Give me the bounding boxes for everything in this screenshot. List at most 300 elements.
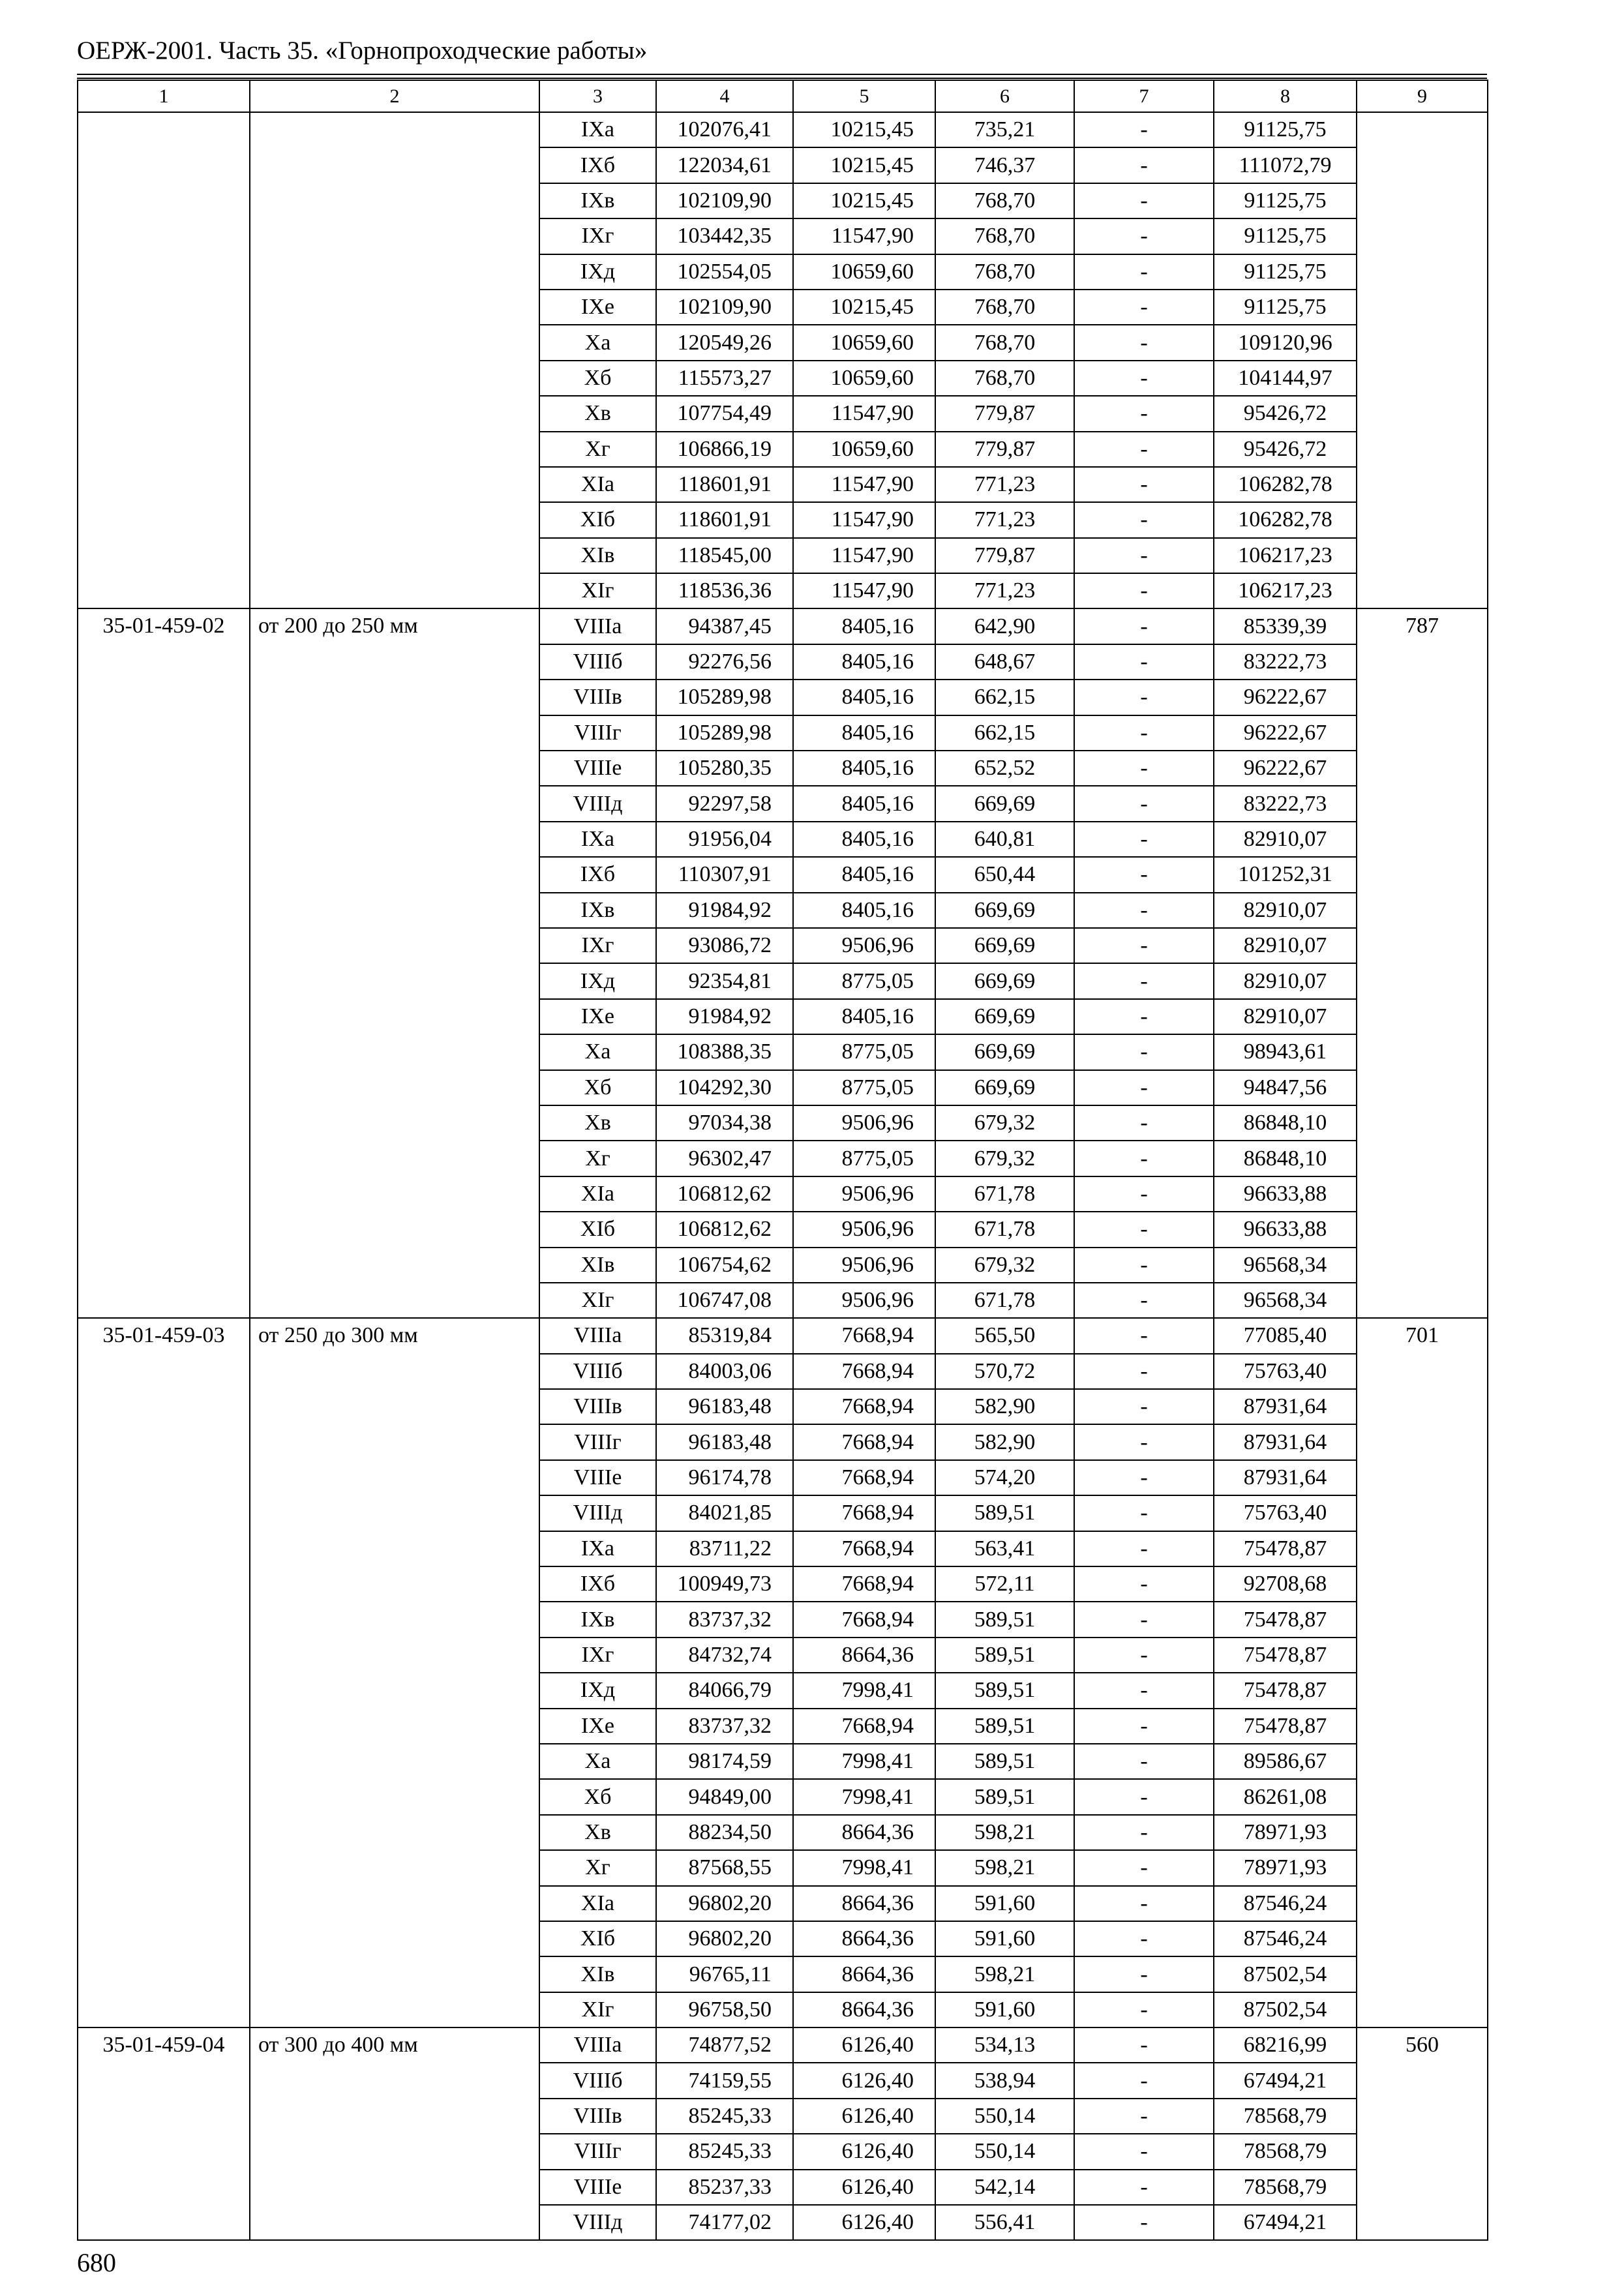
rock-category-cell: VIIIг — [539, 2134, 656, 2169]
rock-category-cell: VIIIб — [539, 2063, 656, 2098]
machine-cost-cell: 669,69 — [935, 963, 1074, 998]
materials-cost-cell: 82910,07 — [1214, 999, 1357, 1034]
total-cost-cell: 105280,35 — [656, 751, 793, 786]
description-cell: от 300 до 400 мм — [250, 2027, 539, 2240]
materials-cost-cell: 82910,07 — [1214, 822, 1357, 857]
rock-category-cell: XIв — [539, 1248, 656, 1283]
machine-cost-cell: 589,51 — [935, 1779, 1074, 1814]
total-cost-cell: 115573,27 — [656, 361, 793, 396]
materials-cost-cell: 78971,93 — [1214, 1850, 1357, 1885]
rock-category-cell: IXг — [539, 928, 656, 963]
materials-cost-cell: 89586,67 — [1214, 1744, 1357, 1779]
machine-cost-cell: 563,41 — [935, 1531, 1074, 1566]
labor-cost-cell: 6126,40 — [793, 2099, 935, 2134]
driver-wage-cell: - — [1074, 361, 1214, 396]
rock-category-cell: VIIIб — [539, 1354, 656, 1389]
materials-cost-cell: 77085,40 — [1214, 1318, 1357, 1353]
machine-cost-cell: 542,14 — [935, 2170, 1074, 2205]
total-cost-cell: 118601,91 — [656, 467, 793, 502]
materials-cost-cell: 104144,97 — [1214, 361, 1357, 396]
driver-wage-cell: - — [1074, 928, 1214, 963]
rock-category-cell: VIIIв — [539, 2099, 656, 2134]
machine-cost-cell: 671,78 — [935, 1176, 1074, 1212]
machine-cost-cell: 589,51 — [935, 1638, 1074, 1673]
driver-wage-cell: - — [1074, 502, 1214, 537]
driver-wage-cell: - — [1074, 2063, 1214, 2098]
total-cost-cell: 106754,62 — [656, 1248, 793, 1283]
rock-category-cell: IXб — [539, 147, 656, 183]
labor-cost-cell: 11547,90 — [793, 467, 935, 502]
materials-cost-cell: 87546,24 — [1214, 1886, 1357, 1921]
machine-cost-cell: 779,87 — [935, 432, 1074, 467]
total-cost-cell: 105289,98 — [656, 715, 793, 751]
machine-cost-cell: 768,70 — [935, 218, 1074, 254]
machine-cost-cell: 598,21 — [935, 1956, 1074, 1992]
machine-cost-cell: 768,70 — [935, 290, 1074, 325]
labor-cost-cell: 11547,90 — [793, 538, 935, 573]
labor-cost-cell: 7668,94 — [793, 1531, 935, 1566]
machine-cost-cell: 642,90 — [935, 608, 1074, 644]
driver-wage-cell: - — [1074, 751, 1214, 786]
total-cost-cell: 122034,61 — [656, 147, 793, 183]
column-header: 2 — [250, 80, 539, 112]
total-cost-cell: 106812,62 — [656, 1212, 793, 1247]
total-cost-cell: 94387,45 — [656, 608, 793, 644]
total-cost-cell: 91956,04 — [656, 822, 793, 857]
labor-cost-cell: 7998,41 — [793, 1673, 935, 1708]
quantity-cell — [1357, 112, 1488, 608]
machine-cost-cell: 591,60 — [935, 1921, 1074, 1956]
driver-wage-cell: - — [1074, 147, 1214, 183]
labor-cost-cell: 10659,60 — [793, 254, 935, 290]
labor-cost-cell: 9506,96 — [793, 1212, 935, 1247]
rock-category-cell: IXб — [539, 857, 656, 892]
labor-cost-cell: 8664,36 — [793, 1921, 935, 1956]
materials-cost-cell: 82910,07 — [1214, 928, 1357, 963]
materials-cost-cell: 106282,78 — [1214, 502, 1357, 537]
machine-cost-cell: 591,60 — [935, 1992, 1074, 2027]
total-cost-cell: 88234,50 — [656, 1815, 793, 1850]
materials-cost-cell: 83222,73 — [1214, 644, 1357, 680]
materials-cost-cell: 96222,67 — [1214, 751, 1357, 786]
materials-cost-cell: 75763,40 — [1214, 1354, 1357, 1389]
labor-cost-cell: 6126,40 — [793, 2027, 935, 2063]
table-row — [78, 608, 1488, 644]
materials-cost-cell: 111072,79 — [1214, 147, 1357, 183]
total-cost-cell: 118545,00 — [656, 538, 793, 573]
machine-cost-cell: 671,78 — [935, 1212, 1074, 1247]
machine-cost-cell: 556,41 — [935, 2205, 1074, 2240]
quantity-cell: 787 — [1357, 608, 1488, 1318]
labor-cost-cell: 11547,90 — [793, 218, 935, 254]
labor-cost-cell: 7668,94 — [793, 1318, 935, 1353]
rock-category-cell: XIб — [539, 1212, 656, 1247]
total-cost-cell: 91984,92 — [656, 999, 793, 1034]
labor-cost-cell: 8664,36 — [793, 1992, 935, 2027]
driver-wage-cell: - — [1074, 1318, 1214, 1353]
labor-cost-cell: 8775,05 — [793, 963, 935, 998]
rock-category-cell: XIг — [539, 1992, 656, 2027]
rock-category-cell: VIIIв — [539, 1389, 656, 1424]
machine-cost-cell: 768,70 — [935, 254, 1074, 290]
materials-cost-cell: 92708,68 — [1214, 1566, 1357, 1602]
labor-cost-cell: 8664,36 — [793, 1886, 935, 1921]
rock-category-cell: XIг — [539, 1283, 656, 1318]
table-body — [78, 112, 1488, 2240]
machine-cost-cell: 534,13 — [935, 2027, 1074, 2063]
machine-cost-cell: 679,32 — [935, 1105, 1074, 1141]
rock-category-cell: IXа — [539, 112, 656, 147]
labor-cost-cell: 7998,41 — [793, 1779, 935, 1814]
materials-cost-cell: 91125,75 — [1214, 290, 1357, 325]
driver-wage-cell: - — [1074, 1354, 1214, 1389]
materials-cost-cell: 82910,07 — [1214, 963, 1357, 998]
labor-cost-cell: 9506,96 — [793, 1283, 935, 1318]
rock-category-cell: XIб — [539, 1921, 656, 1956]
header-rule-double — [77, 78, 1487, 79]
driver-wage-cell: - — [1074, 1105, 1214, 1141]
labor-cost-cell: 7668,94 — [793, 1709, 935, 1744]
labor-cost-cell: 8775,05 — [793, 1141, 935, 1176]
total-cost-cell: 98174,59 — [656, 1744, 793, 1779]
total-cost-cell: 100949,73 — [656, 1566, 793, 1602]
labor-cost-cell: 9506,96 — [793, 1105, 935, 1141]
driver-wage-cell: - — [1074, 715, 1214, 751]
machine-cost-cell: 572,11 — [935, 1566, 1074, 1602]
materials-cost-cell: 78568,79 — [1214, 2134, 1357, 2169]
machine-cost-cell: 582,90 — [935, 1424, 1074, 1459]
materials-cost-cell: 78971,93 — [1214, 1815, 1357, 1850]
rock-category-cell: IXд — [539, 1673, 656, 1708]
rock-category-cell: IXг — [539, 218, 656, 254]
driver-wage-cell: - — [1074, 2027, 1214, 2063]
norm-code-cell — [78, 112, 250, 608]
materials-cost-cell: 87502,54 — [1214, 1956, 1357, 1992]
machine-cost-cell: 768,70 — [935, 325, 1074, 360]
rock-category-cell: VIIIе — [539, 2170, 656, 2205]
labor-cost-cell: 10215,45 — [793, 112, 935, 147]
quantity-cell: 701 — [1357, 1318, 1488, 2027]
rock-category-cell: VIIIе — [539, 1460, 656, 1495]
driver-wage-cell: - — [1074, 2134, 1214, 2169]
total-cost-cell: 118601,91 — [656, 502, 793, 537]
machine-cost-cell: 589,51 — [935, 1602, 1074, 1637]
total-cost-cell: 96183,48 — [656, 1424, 793, 1459]
machine-cost-cell: 565,50 — [935, 1318, 1074, 1353]
total-cost-cell: 96765,11 — [656, 1956, 793, 1992]
machine-cost-cell: 652,52 — [935, 751, 1074, 786]
labor-cost-cell: 10215,45 — [793, 183, 935, 218]
driver-wage-cell: - — [1074, 1460, 1214, 1495]
labor-cost-cell: 10215,45 — [793, 147, 935, 183]
rock-category-cell: IXе — [539, 290, 656, 325]
driver-wage-cell: - — [1074, 1921, 1214, 1956]
driver-wage-cell: - — [1074, 183, 1214, 218]
total-cost-cell: 118536,36 — [656, 573, 793, 608]
driver-wage-cell: - — [1074, 254, 1214, 290]
total-cost-cell: 84003,06 — [656, 1354, 793, 1389]
rock-category-cell: XIа — [539, 1886, 656, 1921]
total-cost-cell: 83711,22 — [656, 1531, 793, 1566]
machine-cost-cell: 589,51 — [935, 1673, 1074, 1708]
total-cost-cell: 120549,26 — [656, 325, 793, 360]
total-cost-cell: 106747,08 — [656, 1283, 793, 1318]
machine-cost-cell: 771,23 — [935, 502, 1074, 537]
norm-code-cell: 35-01-459-02 — [78, 608, 250, 1318]
total-cost-cell: 85319,84 — [656, 1318, 793, 1353]
column-header: 5 — [793, 80, 935, 112]
labor-cost-cell: 11547,90 — [793, 573, 935, 608]
driver-wage-cell: - — [1074, 1815, 1214, 1850]
labor-cost-cell: 8664,36 — [793, 1638, 935, 1673]
header-rule — [77, 74, 1487, 75]
rock-category-cell: XIв — [539, 1956, 656, 1992]
total-cost-cell: 110307,91 — [656, 857, 793, 892]
labor-cost-cell: 7998,41 — [793, 1850, 935, 1885]
labor-cost-cell: 9506,96 — [793, 1248, 935, 1283]
driver-wage-cell: - — [1074, 2099, 1214, 2134]
table-row — [78, 2027, 1488, 2063]
labor-cost-cell: 6126,40 — [793, 2063, 935, 2098]
driver-wage-cell: - — [1074, 1424, 1214, 1459]
materials-cost-cell: 78568,79 — [1214, 2099, 1357, 2134]
materials-cost-cell: 106217,23 — [1214, 538, 1357, 573]
rock-category-cell: Xа — [539, 1744, 656, 1779]
machine-cost-cell: 574,20 — [935, 1460, 1074, 1495]
materials-cost-cell: 106217,23 — [1214, 573, 1357, 608]
rock-category-cell: IXг — [539, 1638, 656, 1673]
driver-wage-cell: - — [1074, 218, 1214, 254]
materials-cost-cell: 87931,64 — [1214, 1460, 1357, 1495]
materials-cost-cell: 96633,88 — [1214, 1212, 1357, 1247]
labor-cost-cell: 7668,94 — [793, 1602, 935, 1637]
rock-category-cell: XIг — [539, 573, 656, 608]
machine-cost-cell: 662,15 — [935, 715, 1074, 751]
machine-cost-cell: 589,51 — [935, 1709, 1074, 1744]
total-cost-cell: 96302,47 — [656, 1141, 793, 1176]
labor-cost-cell: 9506,96 — [793, 928, 935, 963]
machine-cost-cell: 598,21 — [935, 1815, 1074, 1850]
driver-wage-cell: - — [1074, 644, 1214, 680]
machine-cost-cell: 570,72 — [935, 1354, 1074, 1389]
rock-category-cell: Xб — [539, 1070, 656, 1105]
rock-category-cell: IXе — [539, 1709, 656, 1744]
materials-cost-cell: 75763,40 — [1214, 1495, 1357, 1531]
page-number: 680 — [77, 2248, 116, 2277]
driver-wage-cell: - — [1074, 432, 1214, 467]
labor-cost-cell: 7668,94 — [793, 1460, 935, 1495]
description-cell — [250, 112, 539, 608]
materials-cost-cell: 91125,75 — [1214, 183, 1357, 218]
rock-category-cell: XIб — [539, 502, 656, 537]
materials-cost-cell: 96222,67 — [1214, 715, 1357, 751]
labor-cost-cell: 6126,40 — [793, 2170, 935, 2205]
rock-category-cell: VIIIа — [539, 2027, 656, 2063]
machine-cost-cell: 538,94 — [935, 2063, 1074, 2098]
rock-category-cell: VIIIб — [539, 644, 656, 680]
labor-cost-cell: 8405,16 — [793, 715, 935, 751]
column-header: 1 — [78, 80, 250, 112]
labor-cost-cell: 10659,60 — [793, 361, 935, 396]
driver-wage-cell: - — [1074, 1566, 1214, 1602]
total-cost-cell: 96174,78 — [656, 1460, 793, 1495]
labor-cost-cell: 8775,05 — [793, 1034, 935, 1070]
materials-cost-cell: 86848,10 — [1214, 1141, 1357, 1176]
driver-wage-cell: - — [1074, 1283, 1214, 1318]
column-header: 8 — [1214, 80, 1357, 112]
machine-cost-cell: 662,15 — [935, 680, 1074, 715]
machine-cost-cell: 679,32 — [935, 1141, 1074, 1176]
total-cost-cell: 92297,58 — [656, 786, 793, 821]
driver-wage-cell: - — [1074, 1531, 1214, 1566]
driver-wage-cell: - — [1074, 1744, 1214, 1779]
materials-cost-cell: 86848,10 — [1214, 1105, 1357, 1141]
materials-cost-cell: 91125,75 — [1214, 254, 1357, 290]
materials-cost-cell: 96633,88 — [1214, 1176, 1357, 1212]
table-row — [78, 1318, 1488, 1353]
norm-code-cell: 35-01-459-04 — [78, 2027, 250, 2240]
machine-cost-cell: 779,87 — [935, 396, 1074, 431]
rock-category-cell: XIа — [539, 467, 656, 502]
driver-wage-cell: - — [1074, 396, 1214, 431]
rock-category-cell: Xг — [539, 1141, 656, 1176]
rock-category-cell: Xг — [539, 1850, 656, 1885]
materials-cost-cell: 95426,72 — [1214, 432, 1357, 467]
machine-cost-cell: 771,23 — [935, 467, 1074, 502]
driver-wage-cell: - — [1074, 1673, 1214, 1708]
labor-cost-cell: 8405,16 — [793, 608, 935, 644]
machine-cost-cell: 650,44 — [935, 857, 1074, 892]
labor-cost-cell: 7668,94 — [793, 1424, 935, 1459]
rock-category-cell: VIIIе — [539, 751, 656, 786]
rock-category-cell: IXд — [539, 963, 656, 998]
labor-cost-cell: 8775,05 — [793, 1070, 935, 1105]
rock-category-cell: Xв — [539, 1105, 656, 1141]
driver-wage-cell: - — [1074, 786, 1214, 821]
driver-wage-cell: - — [1074, 680, 1214, 715]
materials-cost-cell: 96568,34 — [1214, 1248, 1357, 1283]
rock-category-cell: IXв — [539, 1602, 656, 1637]
machine-cost-cell: 768,70 — [935, 183, 1074, 218]
driver-wage-cell: - — [1074, 573, 1214, 608]
materials-cost-cell: 85339,39 — [1214, 608, 1357, 644]
labor-cost-cell: 10659,60 — [793, 432, 935, 467]
machine-cost-cell: 735,21 — [935, 112, 1074, 147]
table-row — [78, 112, 1488, 147]
norm-code-cell: 35-01-459-03 — [78, 1318, 250, 2027]
page-header-title: ОЕРЖ-2001. Часть 35. «Горнопроходческие работы» — [77, 37, 648, 65]
rock-category-cell: Xб — [539, 1779, 656, 1814]
rock-category-cell: XIа — [539, 1176, 656, 1212]
rock-category-cell: IXв — [539, 893, 656, 928]
labor-cost-cell: 8664,36 — [793, 1956, 935, 1992]
total-cost-cell: 102554,05 — [656, 254, 793, 290]
driver-wage-cell: - — [1074, 1176, 1214, 1212]
materials-cost-cell: 98943,61 — [1214, 1034, 1357, 1070]
total-cost-cell: 74159,55 — [656, 2063, 793, 2098]
driver-wage-cell: - — [1074, 1956, 1214, 1992]
driver-wage-cell: - — [1074, 1495, 1214, 1531]
rock-category-cell: VIIIа — [539, 608, 656, 644]
materials-cost-cell: 86261,08 — [1214, 1779, 1357, 1814]
rock-category-cell: VIIIг — [539, 715, 656, 751]
rates-table — [77, 80, 1488, 2241]
materials-cost-cell: 75478,87 — [1214, 1709, 1357, 1744]
driver-wage-cell: - — [1074, 2205, 1214, 2240]
driver-wage-cell: - — [1074, 1248, 1214, 1283]
rock-category-cell: Xб — [539, 361, 656, 396]
driver-wage-cell: - — [1074, 1850, 1214, 1885]
materials-cost-cell: 87931,64 — [1214, 1424, 1357, 1459]
labor-cost-cell: 7668,94 — [793, 1354, 935, 1389]
materials-cost-cell: 95426,72 — [1214, 396, 1357, 431]
machine-cost-cell: 669,69 — [935, 1070, 1074, 1105]
total-cost-cell: 108388,35 — [656, 1034, 793, 1070]
total-cost-cell: 91984,92 — [656, 893, 793, 928]
labor-cost-cell: 8405,16 — [793, 644, 935, 680]
machine-cost-cell: 679,32 — [935, 1248, 1074, 1283]
materials-cost-cell: 91125,75 — [1214, 112, 1357, 147]
total-cost-cell: 106866,19 — [656, 432, 793, 467]
machine-cost-cell: 640,81 — [935, 822, 1074, 857]
materials-cost-cell: 94847,56 — [1214, 1070, 1357, 1105]
rock-category-cell: VIIIд — [539, 786, 656, 821]
machine-cost-cell: 582,90 — [935, 1389, 1074, 1424]
driver-wage-cell: - — [1074, 467, 1214, 502]
rock-category-cell: VIIIд — [539, 1495, 656, 1531]
total-cost-cell: 83737,32 — [656, 1709, 793, 1744]
driver-wage-cell: - — [1074, 1709, 1214, 1744]
driver-wage-cell: - — [1074, 325, 1214, 360]
total-cost-cell: 106812,62 — [656, 1176, 793, 1212]
total-cost-cell: 83737,32 — [656, 1602, 793, 1637]
driver-wage-cell: - — [1074, 963, 1214, 998]
total-cost-cell: 102076,41 — [656, 112, 793, 147]
labor-cost-cell: 7668,94 — [793, 1495, 935, 1531]
rock-category-cell: Xа — [539, 325, 656, 360]
machine-cost-cell: 671,78 — [935, 1283, 1074, 1318]
column-header: 9 — [1357, 80, 1488, 112]
driver-wage-cell: - — [1074, 1141, 1214, 1176]
machine-cost-cell: 550,14 — [935, 2099, 1074, 2134]
quantity-cell: 560 — [1357, 2027, 1488, 2240]
materials-cost-cell: 78568,79 — [1214, 2170, 1357, 2205]
driver-wage-cell: - — [1074, 1638, 1214, 1673]
materials-cost-cell: 91125,75 — [1214, 218, 1357, 254]
materials-cost-cell: 68216,99 — [1214, 2027, 1357, 2063]
rock-category-cell: Xв — [539, 396, 656, 431]
total-cost-cell: 87568,55 — [656, 1850, 793, 1885]
driver-wage-cell: - — [1074, 893, 1214, 928]
rock-category-cell: IXа — [539, 1531, 656, 1566]
machine-cost-cell: 746,37 — [935, 147, 1074, 183]
total-cost-cell: 96802,20 — [656, 1921, 793, 1956]
total-cost-cell: 74877,52 — [656, 2027, 793, 2063]
labor-cost-cell: 10659,60 — [793, 325, 935, 360]
materials-cost-cell: 67494,21 — [1214, 2063, 1357, 2098]
materials-cost-cell: 106282,78 — [1214, 467, 1357, 502]
total-cost-cell: 96802,20 — [656, 1886, 793, 1921]
rock-category-cell: VIIIв — [539, 680, 656, 715]
rock-category-cell: IXе — [539, 999, 656, 1034]
total-cost-cell: 92354,81 — [656, 963, 793, 998]
labor-cost-cell: 11547,90 — [793, 396, 935, 431]
column-header: 6 — [935, 80, 1074, 112]
total-cost-cell: 85237,33 — [656, 2170, 793, 2205]
labor-cost-cell: 8664,36 — [793, 1815, 935, 1850]
total-cost-cell: 84021,85 — [656, 1495, 793, 1531]
materials-cost-cell: 75478,87 — [1214, 1531, 1357, 1566]
